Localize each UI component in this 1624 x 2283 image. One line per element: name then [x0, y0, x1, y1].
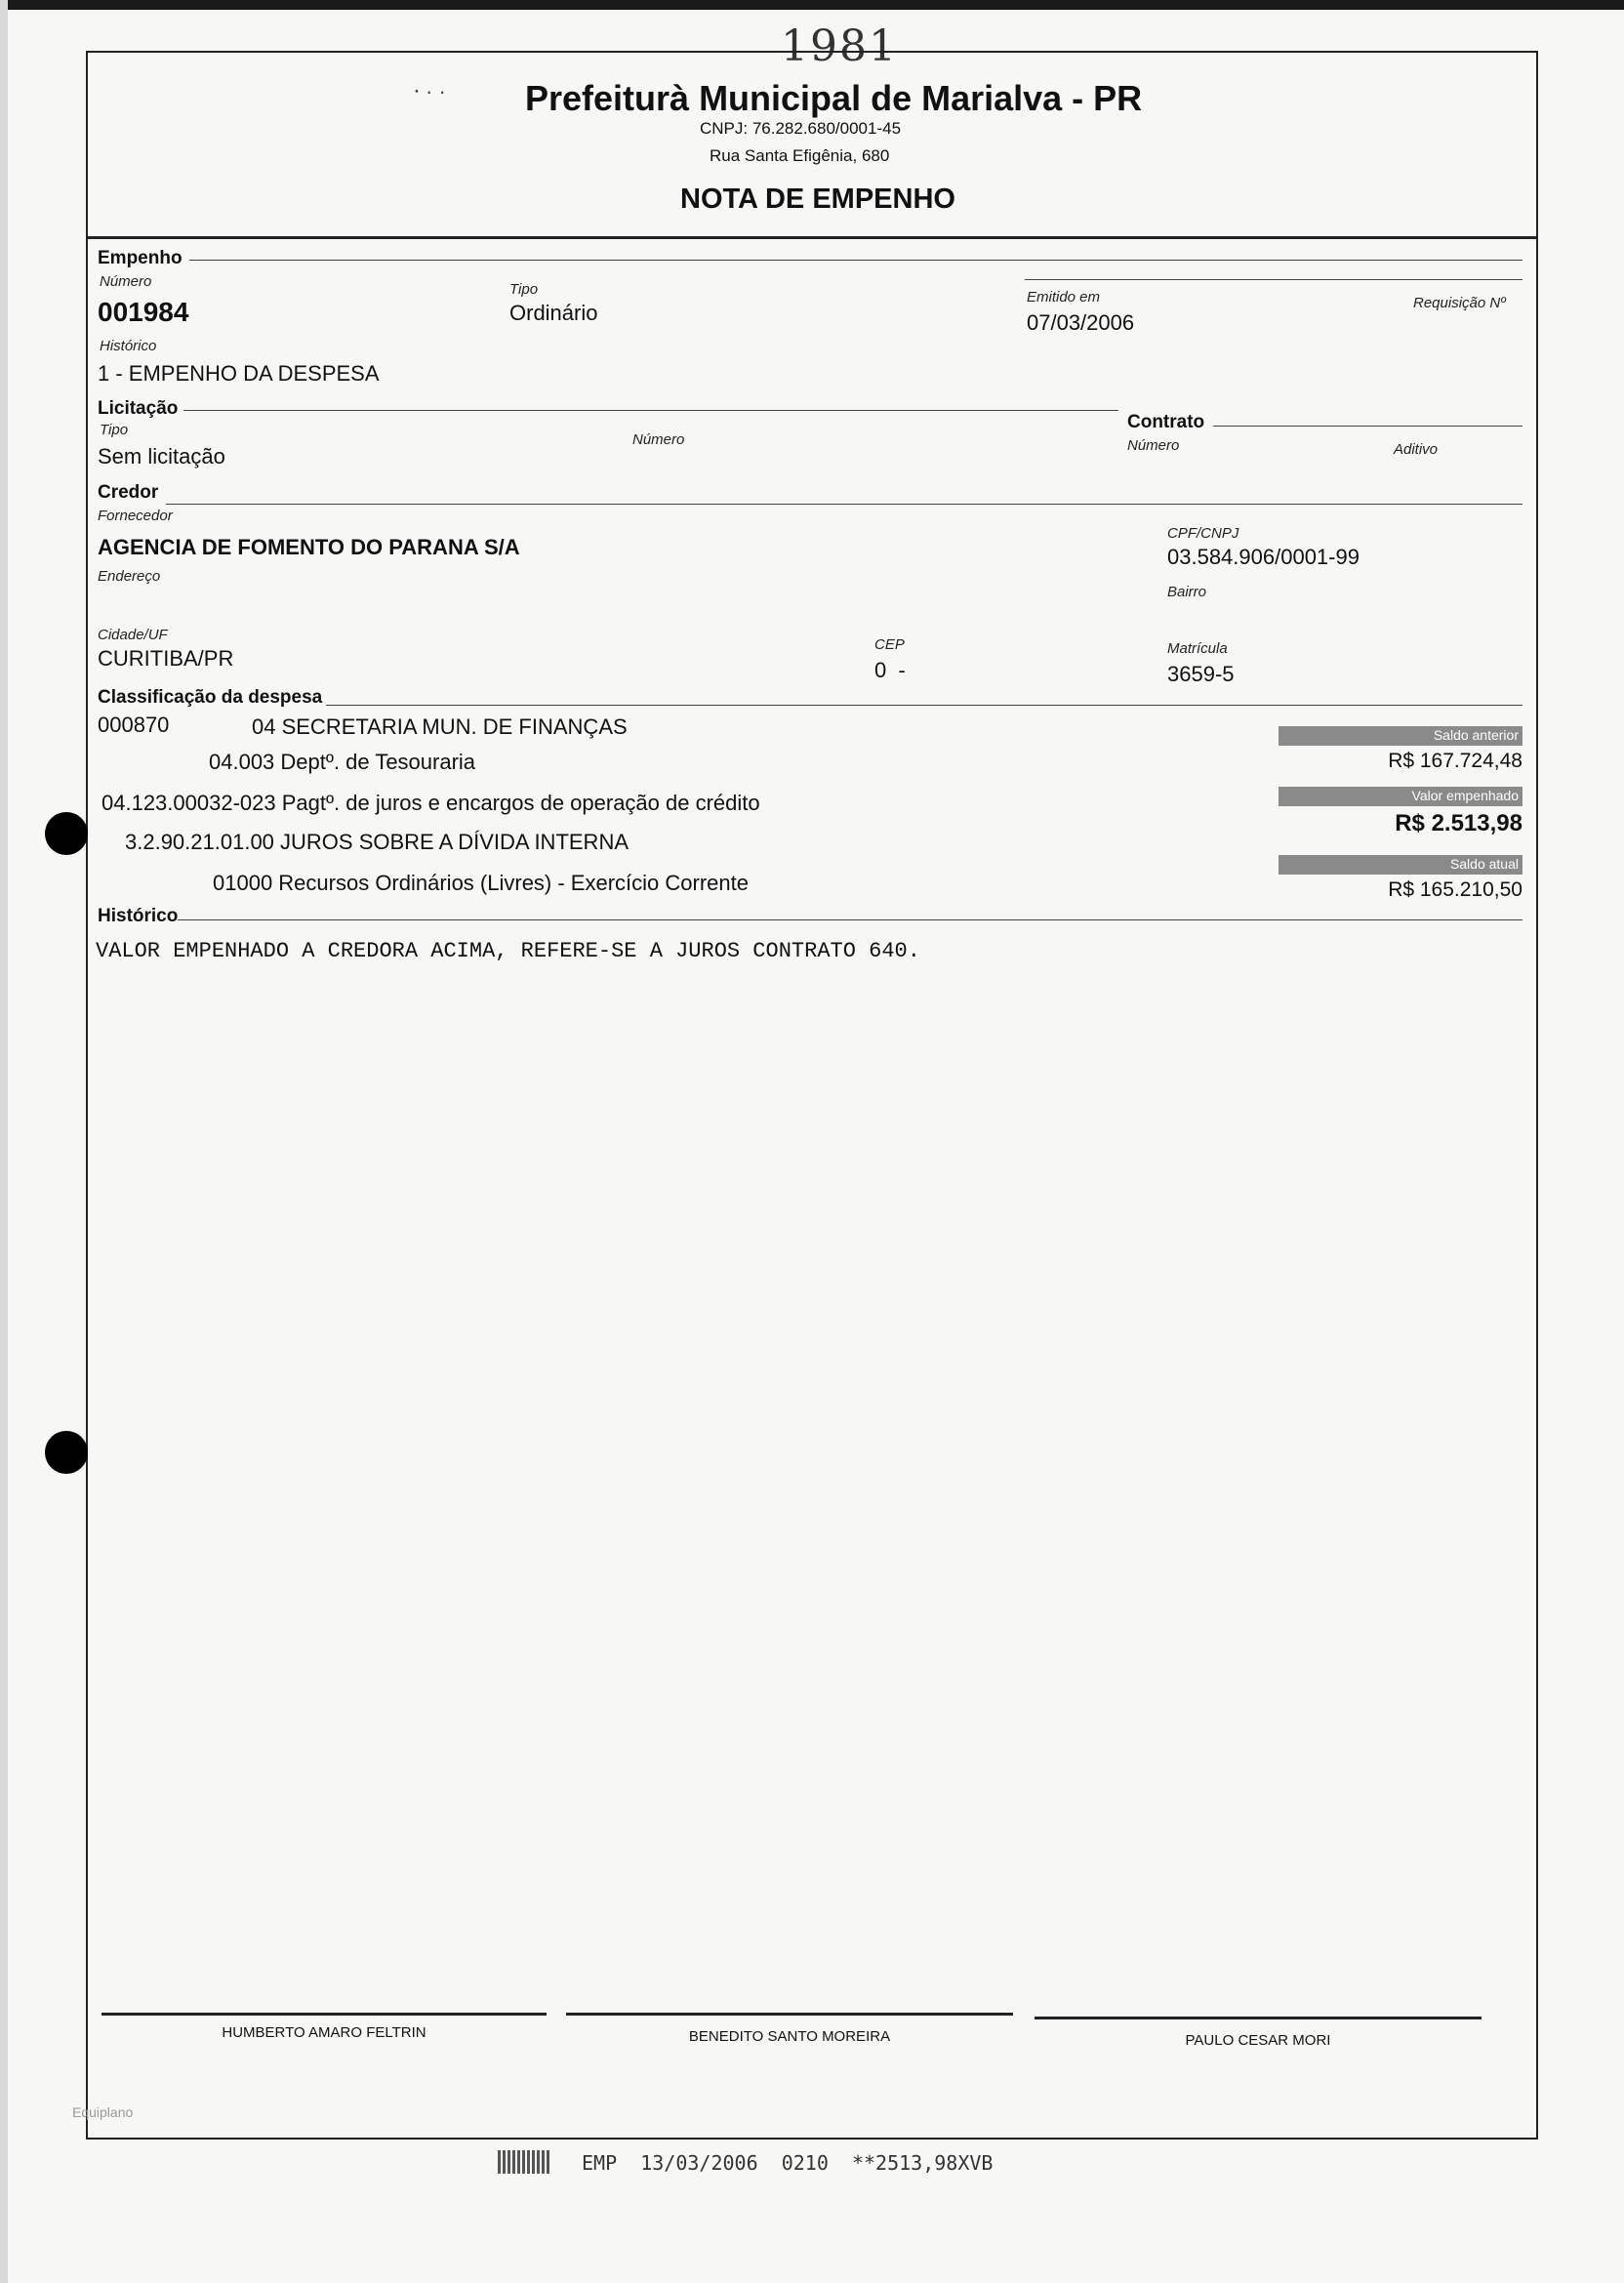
cnpj-text: CNPJ: 76.282.680/0001-45: [700, 119, 902, 138]
credor-cidade: CURITIBA/PR: [98, 646, 234, 671]
divider: [183, 410, 1118, 411]
section-classificacao: Classificação da despesa: [98, 687, 323, 708]
label-licitacao-tipo: Tipo: [100, 422, 129, 438]
signature-line: [566, 2013, 1013, 2016]
credor-matricula: 3659-5: [1167, 662, 1235, 686]
document-title: NOTA DE EMPENHO: [680, 183, 955, 215]
saldo-anterior-value: R$ 167.724,48: [1388, 750, 1522, 772]
divider: [1213, 426, 1522, 427]
divider: [178, 919, 1522, 920]
label-cidade: Cidade/UF: [98, 627, 168, 643]
classificacao-unidade: 04.003 Deptº. de Tesouraria: [209, 750, 476, 774]
divider: [166, 504, 1522, 505]
classificacao-orgao: 04 SECRETARIA MUN. DE FINANÇAS: [252, 714, 628, 739]
saldo-atual-label: Saldo atual: [1449, 856, 1519, 872]
classificacao-code: 000870: [98, 713, 170, 737]
header-logo-mark: ⸱ · ·: [414, 79, 446, 103]
signature-line: [102, 2013, 547, 2016]
mechanical-stamp: EMP 13/03/2006 0210 **2513,98XVB: [582, 2151, 994, 2175]
credor-cpf-cnpj: 03.584.906/0001-99: [1167, 545, 1360, 569]
saldo-anterior-label: Saldo anterior: [1433, 727, 1519, 743]
label-fornecedor: Fornecedor: [98, 508, 173, 524]
label-numero: Número: [100, 273, 152, 290]
label-historico: Histórico: [100, 338, 157, 354]
page-title: Prefeiturà Municipal de Marialva - PR: [525, 78, 1143, 118]
saldo-atual-value: R$ 165.210,50: [1388, 878, 1522, 901]
credor-cep: 0 -: [874, 658, 906, 682]
stamp-barcode-icon: [498, 2150, 552, 2174]
label-cep: CEP: [874, 636, 905, 653]
address-text: Rua Santa Efigênia, 680: [710, 146, 890, 165]
empenho-tipo: Ordinário: [509, 301, 598, 325]
label-requisicao: Requisição Nº: [1413, 295, 1506, 311]
divider: [189, 260, 1522, 261]
empenho-historico: 1 - EMPENHO DA DESPESA: [98, 361, 380, 386]
empenho-emitido: 07/03/2006: [1027, 310, 1135, 335]
label-cpf-cnpj: CPF/CNPJ: [1167, 525, 1239, 542]
licitacao-tipo: Sem licitação: [98, 444, 225, 469]
section-empenho: Empenho: [98, 248, 183, 268]
saldo-anterior-bar: [1279, 726, 1522, 746]
valor-empenhado-label: Valor empenhado: [1411, 788, 1519, 803]
section-contrato: Contrato: [1127, 412, 1205, 432]
valor-empenhado-bar: [1279, 787, 1522, 806]
handwritten-page-number: 1981: [781, 21, 898, 71]
classificacao-natureza: 3.2.90.21.01.00 JUROS SOBRE A DÍVIDA INTERNA: [125, 830, 629, 854]
label-bairro: Bairro: [1167, 584, 1207, 600]
label-contrato-numero: Número: [1127, 437, 1180, 454]
historico-text: VALOR EMPENHADO A CREDORA ACIMA, REFERE-SE A JUROS CONTRATO 640.: [96, 939, 920, 963]
signature-line: [1035, 2017, 1482, 2019]
label-tipo: Tipo: [509, 281, 539, 298]
signature-name-3: PAULO CESAR MORI: [1185, 2032, 1331, 2049]
section-licitacao: Licitação: [98, 398, 179, 419]
signature-name-2: BENEDITO SANTO MOREIRA: [688, 2028, 891, 2045]
section-credor: Credor: [98, 482, 159, 503]
classificacao-funcional: 04.123.00032-023 Pagtº. de juros e encargos de operação de crédito: [102, 791, 760, 815]
saldo-atual-bar: [1279, 855, 1522, 875]
header-separator: [86, 236, 1536, 239]
label-aditivo: Aditivo: [1394, 441, 1439, 458]
label-endereco: Endereço: [98, 568, 161, 585]
credor-fornecedor: AGENCIA DE FOMENTO DO PARANA S/A: [98, 535, 520, 559]
page-left-edge: [0, 0, 8, 2283]
signature-name-1: HUMBERTO AMARO FELTRIN: [222, 2024, 426, 2041]
label-matricula: Matrícula: [1167, 640, 1228, 657]
software-label: Equiplano: [72, 2104, 134, 2120]
label-licitacao-numero: Número: [632, 431, 685, 448]
empenho-numero: 001984: [98, 297, 189, 327]
label-emitido: Emitido em: [1027, 289, 1101, 306]
punch-hole: [45, 1431, 88, 1474]
valor-empenhado-value: R$ 2.513,98: [1395, 810, 1522, 836]
divider: [326, 705, 1522, 706]
section-historico: Histórico: [98, 906, 179, 926]
page-top-edge: [0, 0, 1624, 10]
classificacao-recurso: 01000 Recursos Ordinários (Livres) - Exercício Corrente: [213, 871, 749, 895]
punch-hole: [45, 812, 88, 855]
divider: [1025, 279, 1522, 280]
